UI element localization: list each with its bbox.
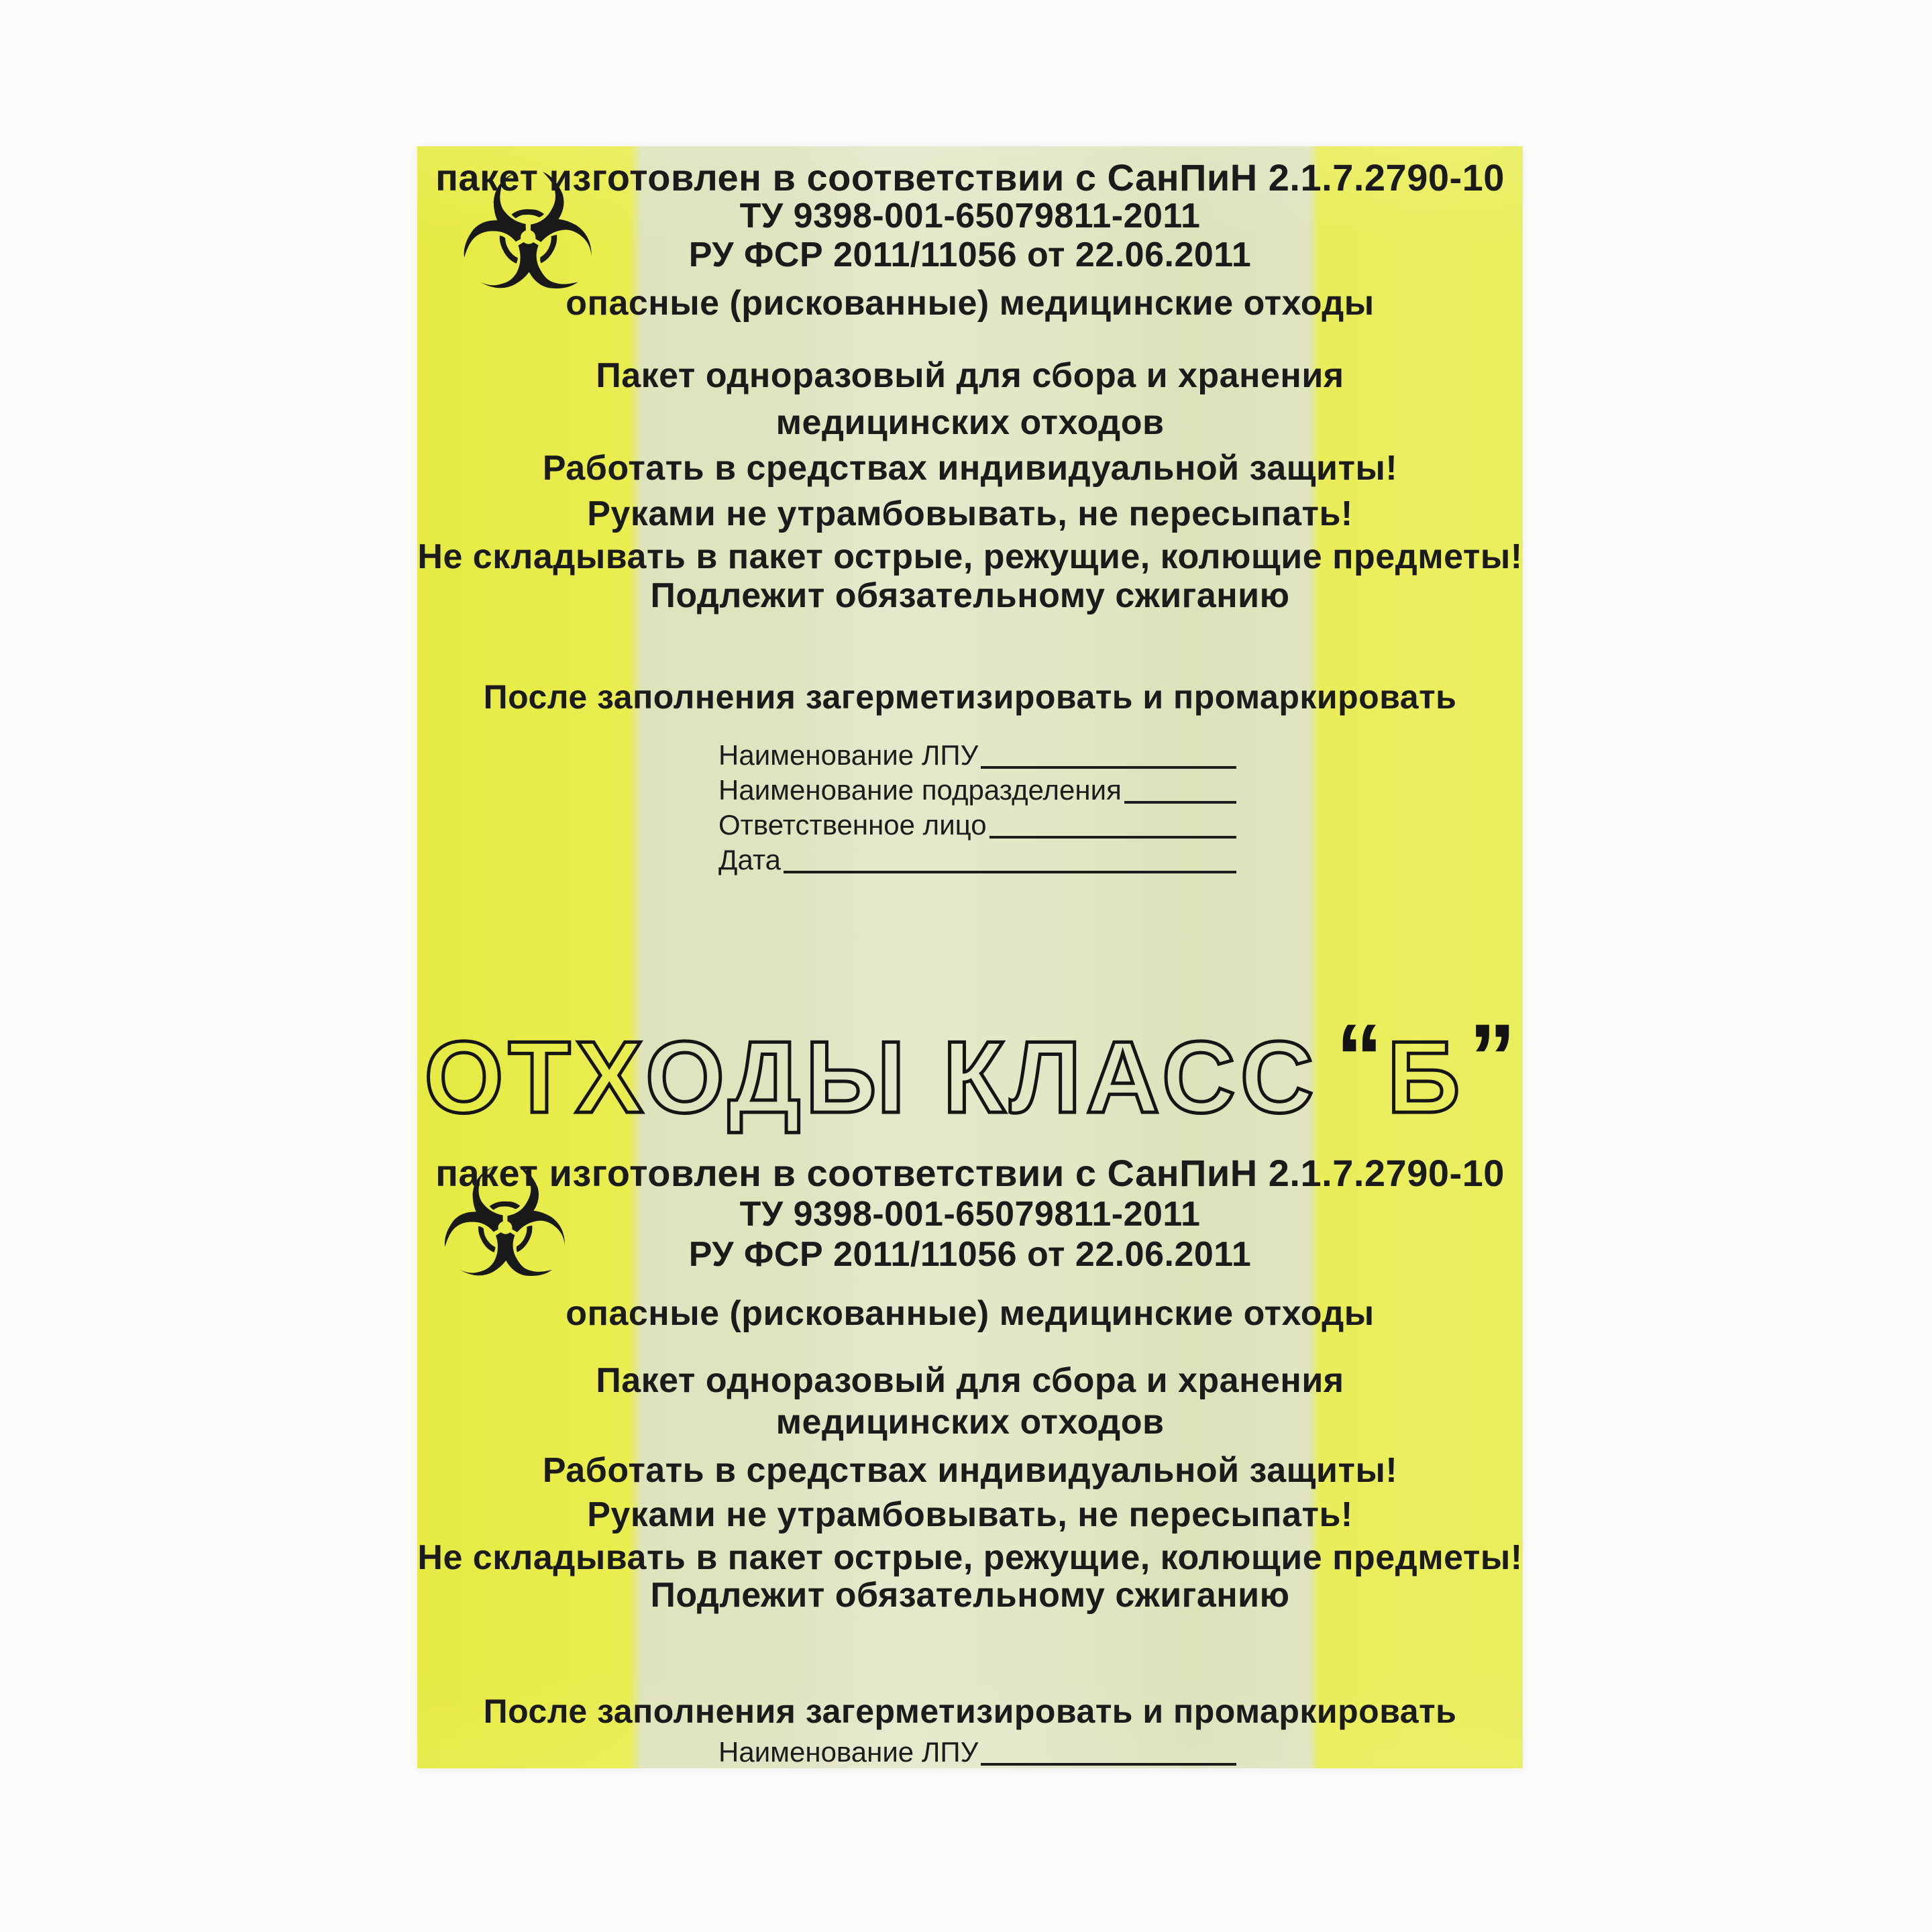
field-division-line: [1124, 801, 1236, 804]
close-quote: ”: [1468, 1004, 1516, 1110]
warning-sharps-line: Не складывать в пакет острые, режущие, колющие предметы!: [417, 537, 1523, 576]
field-lpu-label: Наименование ЛПУ: [718, 1736, 979, 1768]
purpose-line-2: медицинских отходов: [775, 403, 1165, 442]
waste-class-letter: Б: [1387, 1020, 1465, 1134]
field-responsible-line: [989, 836, 1236, 839]
hazard-class-line: опасные (рискованные) медицинские отходы: [566, 1294, 1375, 1333]
warning-hands-line: Руками не утрамбовывать, не пересыпать!: [587, 494, 1353, 533]
open-quote: “: [1336, 1004, 1383, 1110]
biohazard-icon: ☣: [456, 146, 600, 327]
incineration-line: Подлежит обязательному сжиганию: [650, 576, 1290, 615]
field-date-label: Дата: [718, 844, 782, 875]
field-date: [718, 843, 1236, 877]
purpose-line-2: медицинских отходов: [775, 1403, 1165, 1442]
field-responsible-label: Ответственное лицо: [718, 809, 987, 841]
ru-line: РУ ФСР 2011/11056 от 22.06.2011: [688, 1235, 1252, 1274]
compliance-line: пакет изготовлен в соответствии с СанПиН 2.1.7.2790-10: [435, 1152, 1505, 1194]
ru-line: РУ ФСР 2011/11056 от 22.06.2011: [688, 235, 1252, 274]
waste-class-title-text: ОТХОДЫ КЛАСС: [424, 1020, 1319, 1134]
field-lpu-label: Наименование ЛПУ: [718, 739, 979, 771]
tu-line: ТУ 9398-001-65079811-2011: [739, 1195, 1201, 1234]
warning-hands-line: Руками не утрамбовывать, не пересыпать!: [587, 1495, 1353, 1534]
field-lpu-line: [981, 766, 1236, 769]
fill-in-form: [718, 738, 1236, 877]
field-responsible: [718, 808, 1236, 843]
tu-line: ТУ 9398-001-65079811-2011: [739, 197, 1201, 235]
field-date-line: [784, 871, 1236, 873]
field-lpu: [718, 1735, 1236, 1768]
warning-sharps-line: Не складывать в пакет острые, режущие, колющие предметы!: [417, 1538, 1523, 1577]
fill-in-form-partial: [718, 1735, 1236, 1768]
hazard-class-line: опасные (рискованные) медицинские отходы: [566, 284, 1375, 323]
waste-class-title: [417, 1004, 1523, 1134]
biohazard-icon: ☣: [437, 1136, 572, 1311]
seal-line: После заполнения загерметизировать и промаркировать: [483, 1693, 1457, 1730]
incineration-line: Подлежит обязательному сжиганию: [650, 1576, 1290, 1615]
field-lpu: [718, 738, 1236, 773]
warning-ppe-line: Работать в средствах индивидуальной защиты!: [542, 1451, 1398, 1490]
purpose-line-1: Пакет одноразовый для сбора и хранения: [596, 356, 1344, 395]
field-division: [718, 773, 1236, 808]
medical-waste-bag: [417, 146, 1523, 1768]
purpose-line-1: Пакет одноразовый для сбора и хранения: [596, 1361, 1344, 1400]
field-division-label: Наименование подразделения: [718, 774, 1122, 806]
compliance-line: пакет изготовлен в соответствии с СанПиН 2.1.7.2790-10: [435, 156, 1505, 199]
field-lpu-line: [981, 1763, 1236, 1766]
warning-ppe-line: Работать в средствах индивидуальной защиты!: [542, 449, 1398, 488]
seal-line: После заполнения загерметизировать и промаркировать: [483, 678, 1457, 716]
